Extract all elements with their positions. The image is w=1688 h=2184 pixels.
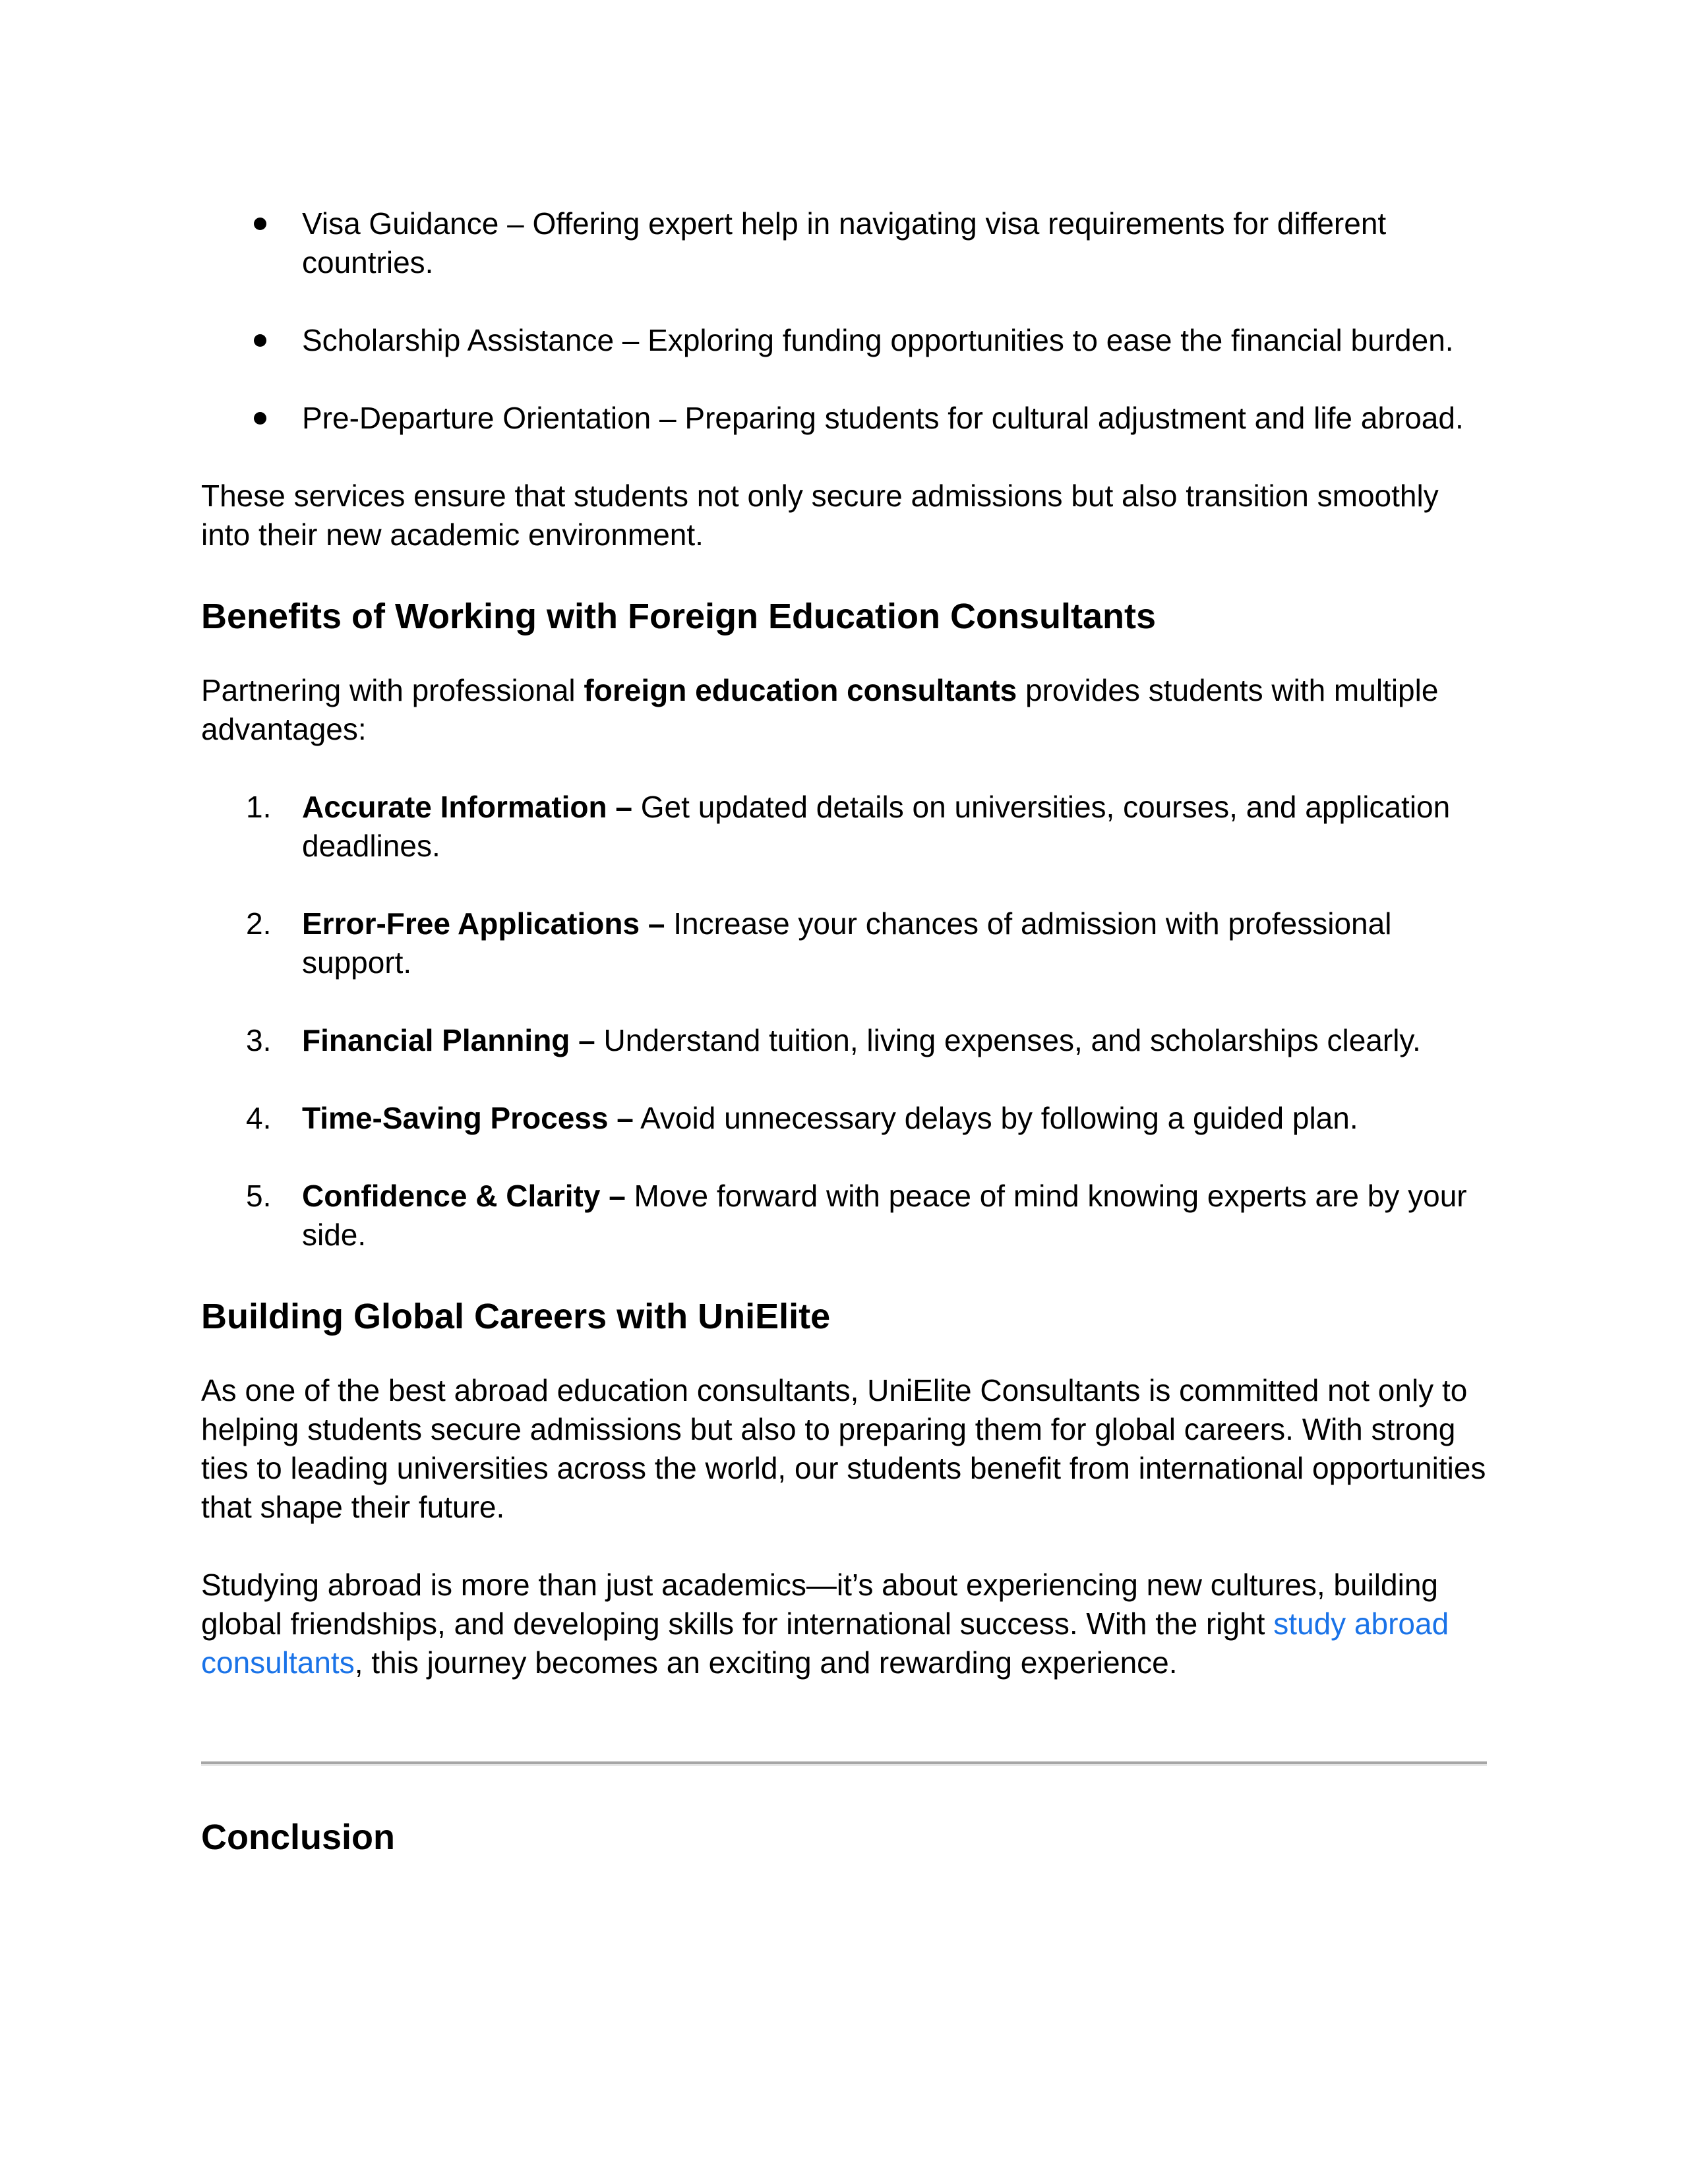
study-abroad-consultants-link[interactable]: study abroad consultants — [201, 1607, 1449, 1680]
list-description: Increase your chances of admission with professional support. — [302, 906, 1392, 980]
list-item — [201, 204, 1487, 282]
bullet-text: Pre-Departure Orientation – Preparing students for cultural adjustment and life abroad. — [302, 401, 1464, 435]
paragraph-unielite: As one of the best abroad education consultants, UniElite Consultants is committed not only to helping students secure admissions but also to preparing them for global careers. With strong ties to leading universities across the world, our students benefit from international opportunities that shape their future. — [201, 1373, 1486, 1524]
paragraph-studying-abroad — [201, 1566, 1487, 1682]
heading-building-global-careers: Building Global Careers with UniElite — [201, 1297, 831, 1336]
paragraph-partnering-after: provides students with multiple advantages: — [201, 673, 1439, 746]
list-item — [201, 321, 1487, 360]
list-term: Time-Saving Process – — [302, 1101, 634, 1135]
bullet-marker — [254, 334, 266, 347]
paragraph-services-summary: These services ensure that students not only secure admissions but also transition smoothly into their new academic environment. — [201, 479, 1439, 552]
list-description: Get updated details on universities, courses, and application deadlines. — [302, 790, 1451, 863]
list-term: Accurate Information – — [302, 790, 632, 824]
list-term: Confidence & Clarity – — [302, 1179, 626, 1213]
list-item — [201, 399, 1487, 438]
bullet-marker — [254, 218, 266, 230]
list-number: 1. — [246, 790, 272, 824]
paragraph-studying-before: Studying abroad is more than just academics—it’s about experiencing new cultures, building global friendships, and developing skills for international success. With the right — [201, 1568, 1438, 1641]
bullet-marker — [254, 412, 266, 425]
heading-benefits: Benefits of Working with Foreign Education Consultants — [201, 597, 1157, 636]
list-number: 4. — [246, 1101, 272, 1135]
benefits-numbered-list — [201, 788, 1487, 1254]
list-number: 2. — [246, 906, 272, 941]
bold-foreign-education-consultants: foreign education consultants — [584, 673, 1017, 707]
list-term: Financial Planning – — [302, 1023, 595, 1057]
paragraph-studying-after: , this journey becomes an exciting and rewarding experience. — [354, 1645, 1178, 1680]
services-bullet-list — [201, 204, 1487, 438]
list-description: Avoid unnecessary delays by following a guided plan. — [633, 1101, 1358, 1135]
list-item — [201, 788, 1487, 866]
list-item — [201, 1099, 1487, 1138]
paragraph-partnering — [201, 671, 1487, 749]
list-number: 3. — [246, 1023, 272, 1057]
list-item — [201, 904, 1487, 982]
list-description: Move forward with peace of mind knowing experts are by your side. — [302, 1179, 1467, 1252]
list-number: 5. — [246, 1179, 272, 1213]
horizontal-divider — [201, 1761, 1487, 1764]
list-description: Understand tuition, living expenses, and scholarships clearly. — [595, 1023, 1421, 1057]
list-term: Error-Free Applications – — [302, 906, 665, 941]
list-item — [201, 1177, 1487, 1254]
heading-conclusion: Conclusion — [201, 1817, 395, 1857]
list-item — [201, 1021, 1487, 1060]
paragraph-partnering-before: Partnering with professional — [201, 673, 584, 707]
bullet-text: Scholarship Assistance – Exploring funding opportunities to ease the financial burden. — [302, 323, 1454, 357]
bullet-text: Visa Guidance – Offering expert help in navigating visa requirements for different countries. — [302, 206, 1387, 280]
